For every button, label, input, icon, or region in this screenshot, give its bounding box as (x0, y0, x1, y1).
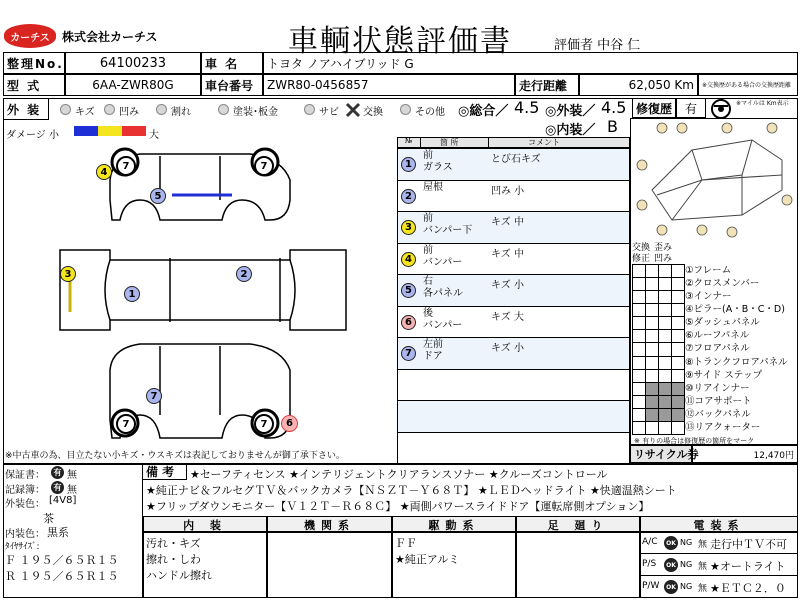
repair-label: 修復歴 (632, 98, 676, 118)
warranty-label: 保証書： (5, 470, 45, 481)
frame-check-cell (632, 369, 646, 383)
warranty-value: 無 (67, 470, 77, 481)
legend-paint-icon (218, 104, 229, 115)
comment-table (397, 137, 630, 463)
frame-check-cell (671, 303, 685, 317)
record-label: 記録簿： (5, 485, 45, 496)
frame-check-cell (671, 290, 685, 304)
equipment-row (640, 576, 798, 598)
equipment-none: 無 (698, 584, 708, 594)
frame-check-cell (632, 356, 646, 370)
tire-size-label: ﾀｲﾔｻｲｽﾞ: (5, 542, 40, 552)
frame-check-cell (658, 395, 672, 409)
reg-no-label: 整理No. (3, 52, 65, 74)
frame-check-cell (671, 356, 685, 370)
damage-scale-high (122, 126, 146, 136)
comment-row-number: 2 (401, 189, 416, 204)
vehicle-extra-info (3, 464, 143, 598)
legend-rust: サビ (319, 107, 339, 118)
frame-check-cell (671, 369, 685, 383)
wheel-icon (710, 98, 732, 120)
frame-check-cell (671, 408, 685, 422)
equipment-note: ★ＥＴＣ２．０ (710, 582, 786, 595)
drive-section-header: 駆動系 (392, 516, 516, 532)
legend-crack: 割れ (171, 107, 191, 118)
comment-row-text: キズ 小 (491, 280, 524, 291)
comment-row-text: キズ 小 (491, 343, 524, 354)
tire-size-rear: Ｒ １９５／６５Ｒ１５ (5, 570, 119, 583)
frame-check-cell (658, 342, 672, 356)
car-frame-diagram (632, 120, 796, 238)
exterior-rating: 4.5 (601, 98, 627, 117)
marker-1: 1 (124, 286, 140, 302)
drive-line-1: ＦＦ (395, 537, 417, 550)
frame-check-cell (645, 290, 659, 304)
comment-row-number: 6 (401, 315, 416, 330)
frame-check-cell (658, 356, 672, 370)
frame-check-item: ⑩リアインナー (685, 382, 750, 394)
legend-replace-icon (344, 101, 362, 119)
company-logo (4, 24, 56, 48)
frame-check-cell (658, 408, 672, 422)
comment-row-place: 前 バンパー (423, 244, 463, 268)
comment-row-number: 4 (401, 252, 416, 267)
comment-row-number: 3 (401, 220, 416, 235)
frame-check-cell (645, 395, 659, 409)
frame-check-grid (632, 264, 684, 434)
marker-7-c: 7 (146, 388, 162, 404)
frame-check-cell (645, 369, 659, 383)
frame-header-repair: 修正 (632, 254, 651, 264)
repair-value: 有 (676, 98, 706, 118)
frame-check-cell (645, 356, 659, 370)
comment-row (398, 369, 629, 401)
frame-check-cell (645, 316, 659, 330)
equipment-code: P/W (642, 581, 660, 591)
comment-row (398, 432, 629, 464)
total-rating: 4.5 (514, 98, 540, 117)
legend-scratch-icon (60, 104, 71, 115)
frame-check-cell (645, 303, 659, 317)
frame-check-item: ②クロスメンバー (685, 278, 760, 290)
marker-2: 2 (236, 266, 252, 282)
frame-check-cell (671, 277, 685, 291)
comment-row-text: キズ 大 (491, 311, 524, 323)
frame-check-cell (632, 421, 646, 435)
comment-row-number: 1 (401, 157, 416, 172)
frame-check-cell (632, 382, 646, 396)
col-place: 箇 所 (440, 138, 459, 147)
comment-row-text: キズ 中 (491, 248, 524, 260)
comment-row (398, 148, 629, 180)
interior-color-label: 内装色： (5, 529, 45, 540)
frame-check-item: ⑪コアサポート (685, 395, 752, 407)
company-logo-text: カーチス (10, 33, 50, 44)
legend-dent: 凹み (119, 107, 139, 118)
frame-check-cell (671, 316, 685, 330)
frame-check-item: ⑬リアクォーター (685, 421, 761, 433)
interior-color-value: 黒系 (47, 526, 69, 539)
frame-check-cell (632, 303, 646, 317)
frame-check-cell (658, 316, 672, 330)
frame-check-note: ※ 有りの場合は修復歴の箇所をマーク (634, 437, 755, 445)
frame-check-cell (632, 408, 646, 422)
comment-row (398, 243, 629, 275)
frame-check-cell (671, 421, 685, 435)
comment-row (398, 274, 629, 306)
comment-row (398, 337, 629, 369)
company-name: 株式会社カーチス (62, 30, 158, 44)
footnote: ※中古車の為、目立たない小キズ・ウスキズは表記しておりませんが御了承下さい。 (5, 451, 345, 461)
damage-scale-mid (98, 126, 122, 136)
frame-check-item: ⑤ダッシュパネル (685, 317, 760, 329)
legend-rust-icon (304, 104, 315, 115)
frame-check-cell (658, 290, 672, 304)
comment-row-text: キズ 中 (491, 217, 524, 228)
suspension-section (516, 532, 640, 598)
comment-row (398, 306, 629, 338)
col-no: № (405, 137, 413, 145)
equipment-none: 無 (698, 562, 708, 572)
legend-other: その他 (415, 107, 445, 118)
frame-check-item: ④ピラー(A・B・C・D) (685, 304, 785, 316)
marker-7-d: 7 (116, 414, 136, 434)
exterior-color-label: 外装色： (5, 499, 45, 510)
exterior-color-value: 茶 (43, 512, 54, 525)
frame-check-item: ⑦フロアパネル (685, 343, 750, 355)
exterior-rating-label: ◎外装／ (545, 104, 596, 119)
engine-section-header: 機関系 (267, 516, 392, 532)
frame-check-cell (658, 369, 672, 383)
frame-check-cell (658, 329, 672, 343)
frame-check-cell (632, 277, 646, 291)
mileage-value: 62,050 Km (579, 74, 698, 96)
model-value: 6AA-ZWR80G (65, 74, 201, 96)
equipment-ok: OK (664, 580, 678, 594)
record-value: 無 (67, 485, 77, 496)
comment-row-place: 後 バンパー (423, 307, 463, 331)
frame-check-item: ⑧トランクフロアパネル (685, 356, 788, 368)
comment-row-place: 右 各パネル (423, 276, 463, 299)
equipment-note: ★オートライト (710, 560, 786, 573)
chassis-label: 車台番号 (201, 74, 263, 96)
marker-7-e: 7 (254, 414, 274, 434)
legend-crack-icon (156, 104, 167, 115)
comment-row-place: 左前 ドア (423, 339, 443, 362)
frame-check-item: ⑫バックパネル (685, 408, 751, 420)
frame-check-cell (632, 342, 646, 356)
legend-replace: 交換 (363, 107, 383, 118)
interior-line-2: 擦れ・しわ (146, 553, 201, 566)
legend-other-icon (400, 104, 411, 115)
frame-check-cell (645, 329, 659, 343)
document-title: 車輌状態評価書 (288, 24, 512, 59)
mileage-note: ※交換歴がある場合の交換歴距離 (698, 74, 798, 96)
equipment-code: P/S (642, 559, 657, 569)
frame-header-dent: 凹み (654, 254, 673, 264)
interior-line-3: ハンドル擦れ (146, 569, 212, 582)
frame-check-cell (645, 264, 659, 278)
frame-check-item: ⑥ルーフパネル (685, 330, 750, 342)
damage-scale-low (74, 126, 98, 136)
frame-check-cell (671, 264, 685, 278)
remarks-line-3: ★フリップダウンモニター【Ｖ１２Ｔ－Ｒ６８Ｃ】 ★両側パワースライドドア【運転席側オプション】 (146, 500, 650, 513)
frame-check-items (684, 264, 798, 434)
frame-check-cell (645, 421, 659, 435)
frame-check-cell (632, 264, 646, 278)
exterior-label: 外 装 (3, 98, 49, 120)
equipment-code: A/C (642, 537, 658, 547)
comment-rows (398, 148, 629, 463)
equipment-ng: NG (680, 582, 693, 591)
equipment-ok: OK (664, 558, 678, 572)
comment-row-place: 屋根 (423, 181, 443, 193)
drive-line-2: ★純正アルミ (395, 553, 460, 566)
comment-row-text: とび石キズ (491, 154, 541, 165)
comment-row (398, 180, 629, 212)
car-name-value: トヨタ ノアハイブリッド G (263, 52, 798, 74)
reg-no-value: 64100233 (65, 52, 201, 74)
marker-7-b: 7 (254, 156, 274, 176)
marker-4: 4 (96, 164, 112, 180)
frame-check-cell (658, 421, 672, 435)
equipment-none: 無 (698, 540, 708, 550)
remarks-label: 備 考 (143, 464, 187, 480)
frame-check-cell (658, 303, 672, 317)
frame-check-cell (645, 382, 659, 396)
mileage-label: 走行距離 (515, 74, 579, 96)
damage-scale-max: 大 (149, 130, 159, 141)
car-name-label: 車 名 (201, 52, 263, 74)
exterior-color-code: [4V8] (49, 495, 77, 506)
frame-check-cell (658, 277, 672, 291)
warranty-mark: 有 (51, 466, 64, 479)
frame-check-cell (632, 329, 646, 343)
frame-header-distortion: 歪み (654, 243, 673, 253)
tire-size-front: Ｆ １９５／６５Ｒ１５ (5, 554, 119, 567)
legend-scratch: キズ (75, 107, 95, 118)
comment-row-text: 凹み 小 (491, 185, 525, 197)
equipment-ng: NG (680, 560, 693, 569)
comment-row-place: 前 バンパー下 (423, 213, 473, 236)
total-rating-label: ◎総合／ (458, 104, 509, 119)
electrical-section-header: 電装系 (640, 516, 798, 532)
comment-row-number: 7 (401, 346, 416, 361)
comment-table-header (398, 138, 629, 148)
frame-check-cell (671, 382, 685, 396)
evaluator: 評価者 中谷 仁 (554, 38, 641, 53)
comment-row-place: 前 ガラス (423, 150, 453, 173)
car-diagram (50, 140, 350, 445)
frame-check-item: ③インナー (685, 291, 732, 303)
frame-check-cell (632, 316, 646, 330)
equipment-row (640, 554, 798, 576)
frame-check-cell (645, 277, 659, 291)
frame-check-cell (645, 342, 659, 356)
suspension-section-header: 足 廻り (516, 516, 640, 532)
equipment-ok: OK (664, 536, 678, 550)
remarks-line-2: ★純正ナビ＆フルセグＴＶ＆バックカメラ【ＮＳＺＴ－Ｙ６８Ｔ】 ★ＬＥＤヘッドライト ★快適温熱シート (146, 484, 677, 497)
recycle-label: リサイクル券 (630, 445, 692, 463)
interior-rating: B (607, 117, 618, 136)
frame-check-cell (658, 382, 672, 396)
model-label: 型 式 (3, 74, 65, 96)
engine-section (267, 532, 392, 598)
comment-row-number: 5 (401, 283, 416, 298)
legend-dent-icon (104, 104, 115, 115)
frame-check-cell (671, 395, 685, 409)
frame-check-cell (632, 395, 646, 409)
frame-check-cell (671, 329, 685, 343)
chassis-value: ZWR80-0456857 (263, 74, 515, 96)
comment-row (398, 400, 629, 432)
remarks-line-1: ★セーフティセンス ★インテリジェントクリアランスソナー ★クルーズコントロール (190, 468, 608, 481)
interior-section-header: 内 装 (143, 516, 267, 532)
interior-line-1: 汚れ・キズ (146, 537, 201, 550)
frame-check-cell (658, 264, 672, 278)
equipment-list (640, 532, 798, 598)
frame-header-replace: 交換 (632, 243, 651, 253)
frame-check-item: ⑨サイド ステップ (685, 369, 763, 381)
frame-check-item: ①フレーム (685, 265, 732, 276)
equipment-row (640, 532, 798, 554)
comment-row (398, 211, 629, 243)
interior-rating-label: ◎内装／ (545, 123, 596, 138)
frame-check-cell (671, 342, 685, 356)
frame-check-cell (632, 290, 646, 304)
frame-check-cell (645, 408, 659, 422)
equipment-note: 走行中ＴＶ不可 (710, 538, 787, 551)
marker-7-a: 7 (116, 156, 136, 176)
marker-5: 5 (150, 188, 166, 204)
repair-note: ※マイルは Km表示 (736, 100, 789, 107)
car-top-view (60, 250, 346, 330)
damage-scale-label: ダメージ 小 (6, 130, 59, 141)
damage-scale-bar (74, 126, 146, 136)
col-comment: コメント (528, 138, 560, 147)
recycle-value: 12,470円 (692, 445, 798, 463)
equipment-ng: NG (680, 538, 693, 547)
marker-6: 6 (281, 415, 298, 432)
record-mark: 有 (51, 481, 64, 494)
marker-3: 3 (60, 266, 76, 282)
exterior-legend (58, 101, 458, 119)
legend-paint: 塗装･板金 (233, 107, 278, 118)
